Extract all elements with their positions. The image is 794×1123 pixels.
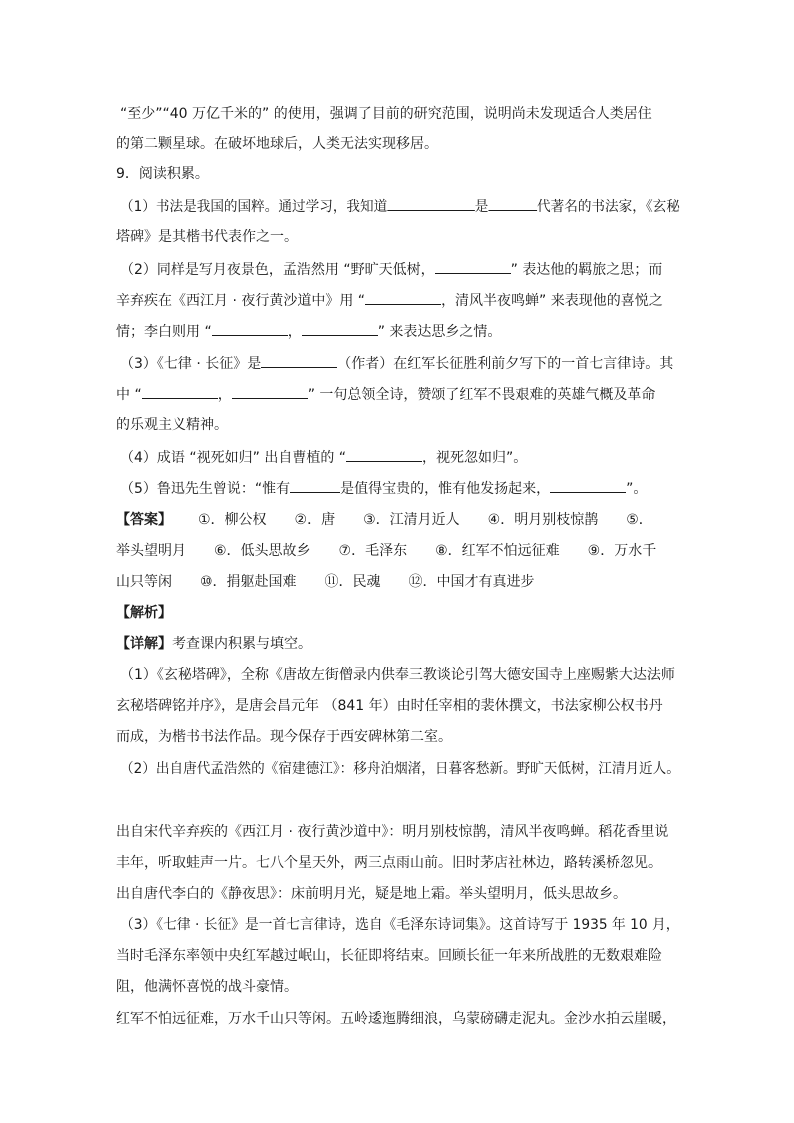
- fill-blank: [212, 321, 288, 336]
- text-segment: 代著名的书法家，《玄秘: [536, 199, 680, 215]
- text-line: [116, 977, 298, 997]
- fill-blank: [232, 384, 308, 399]
- text-line: [120, 759, 680, 779]
- text-segment: 塔碑》是其楷书代表作之一。: [116, 229, 298, 245]
- text-segment: 中 “: [116, 387, 142, 403]
- text-segment: 红军不怕远征难，万水千山只等闲。五岭逶迤腾细浪，乌蒙磅礴走泥丸。金沙水拍云崖暖，: [116, 1011, 676, 1027]
- text-line: [116, 290, 663, 310]
- text-segment: （2）出自唐代孟浩然的《宿建德江》：移舟泊烟渚，日暮客愁新。野旷天低树，江清月近人。: [120, 761, 680, 777]
- text-segment: （1）《玄秘塔碑》，全称《唐故左街僧录内供奉三教谈论引驾大德安国寺上座赐紫大达法师: [120, 667, 675, 683]
- question-item-1: [120, 196, 680, 216]
- text-segment: ”。: [626, 481, 648, 497]
- answer-line: [116, 510, 653, 530]
- fill-blank: [290, 478, 340, 493]
- fill-blank: [550, 478, 626, 493]
- text-line: [116, 853, 662, 873]
- analysis-heading: [116, 603, 172, 623]
- answer-heading: 【答案】: [116, 512, 172, 528]
- text-line: [116, 321, 501, 341]
- text-segment: 是值得宝贵的，惟有他发扬起来，: [340, 481, 551, 497]
- text-segment: 出自唐代李白的《静夜思》：床前明月光，疑是地上霜。举头望明月，低头思故乡。: [116, 886, 627, 902]
- text-segment: ” 来表达思乡之情。: [377, 324, 502, 340]
- text-segment: （作者）在红军长征胜利前夕写下的一首七言律诗。其: [337, 356, 674, 372]
- text-segment: （2）同样是写月夜景色，孟浩然用 “野旷天低树，: [120, 262, 435, 278]
- text-line: [116, 822, 668, 842]
- fill-blank: [387, 196, 474, 211]
- text-segment: 而成，为楷书书法作品。现今保存于西安碑林第二室。: [116, 729, 452, 745]
- text-line: [116, 884, 627, 904]
- text-line: [116, 227, 298, 247]
- answer-line: [116, 572, 535, 592]
- answer-text: 举头望明月 ⑥．低头思故乡 ⑦．毛泽东 ⑧．红军不怕远征难 ⑨．万水千: [116, 543, 657, 559]
- text-line: [116, 134, 438, 154]
- text-line: [116, 946, 662, 966]
- text-segment: 的第二颗星球。在破坏地球后，人类无法实现移居。: [116, 136, 438, 152]
- text-line: [116, 727, 452, 747]
- text-segment: （3）《七律 · 长征》是: [120, 356, 262, 372]
- text-segment: （4）成语 “视死如归” 出自曹植的 “: [120, 450, 347, 466]
- fill-blank: [302, 321, 378, 336]
- text-segment: ，: [287, 324, 302, 340]
- text-segment: 阻，他满怀喜悦的战斗豪情。: [116, 979, 298, 995]
- answer-line: [116, 541, 656, 561]
- text-segment: 情；李白则用 “: [116, 324, 212, 340]
- text-line: [120, 915, 680, 935]
- fill-blank: [435, 259, 511, 274]
- text-segment: 【解析】: [116, 605, 172, 621]
- question-item-2: [120, 259, 662, 279]
- text-segment: 辛弃疾在《西江月 · 夜行黄沙道中》用 “: [116, 293, 366, 309]
- question-item-5: [120, 478, 647, 498]
- text-line: [120, 104, 652, 124]
- text-line: [116, 415, 228, 435]
- text-segment: （5）鲁迅先生曾说：“惟有: [120, 481, 291, 497]
- question-item-3: [120, 353, 673, 373]
- text-segment: 是: [474, 199, 489, 215]
- text-line: [120, 665, 675, 685]
- text-segment: “至少”“40 万亿千米的” 的使用，强调了目前的研究范围，说明尚未发现适合人类居住: [120, 106, 652, 122]
- detail-line: [116, 634, 312, 654]
- text-segment: 玄秘塔碑铭并序》，是唐会昌元年 （841 年）由时任宰相的裴休撰文，书法家柳公权书丹: [116, 698, 663, 714]
- fill-blank: [346, 447, 422, 462]
- text-segment: 的乐观主义精神。: [116, 417, 228, 433]
- text-segment: ，视死忽如归”。: [422, 450, 528, 466]
- text-line: [116, 1009, 676, 1029]
- text-segment: 9．阅读积累。: [116, 166, 209, 182]
- text-line: [116, 696, 663, 716]
- text-segment: 丰年，听取蛙声一片。七八个星天外，两三点雨山前。旧时茅店社林边，路转溪桥忽见。: [116, 855, 662, 871]
- text-segment: 当时毛泽东率领中央红军越过岷山，长征即将结束。回顾长征一年来所战胜的无数艰难险: [116, 948, 662, 964]
- text-segment: （1）书法是我国的国粹。通过学习，我知道: [120, 199, 388, 215]
- text-segment: ” 表达他的羁旅之思；而: [510, 262, 663, 278]
- text-segment: ” 一句总领全诗，赞颂了红军不畏艰难的英雄气概及革命: [307, 387, 656, 403]
- text-segment: 出自宋代辛弃疾的《西江月 · 夜行黄沙道中》：明月别枝惊鹊，清风半夜鸣蝉。稻花香里说: [116, 824, 669, 840]
- fill-blank: [365, 290, 441, 305]
- question-heading: [116, 164, 209, 184]
- text-segment: ，清风半夜鸣蝉” 来表现他的喜悦之: [441, 293, 663, 309]
- fill-blank: [488, 196, 537, 211]
- fill-blank: [142, 384, 218, 399]
- answer-text: 山只等闲 ⑩．捐躯赴国难 ⑪．民魂 ⑫．中国才有真进步: [116, 574, 535, 590]
- text-line: [116, 384, 655, 404]
- fill-blank: [261, 353, 337, 368]
- text-segment: （3）《七律 · 长征》是一首七言律诗，选自《毛泽东诗词集》。这首诗写于 1935 年 10 月，: [120, 917, 680, 933]
- answer-text: ①．柳公权 ②．唐 ③．江清月近人 ④．明月别枝惊鹊 ⑤．: [198, 512, 653, 528]
- question-item-4: [120, 447, 527, 467]
- detail-heading: 【详解】: [116, 636, 172, 652]
- text-segment: ，: [217, 387, 232, 403]
- text-segment: 考查课内积累与填空。: [172, 636, 312, 652]
